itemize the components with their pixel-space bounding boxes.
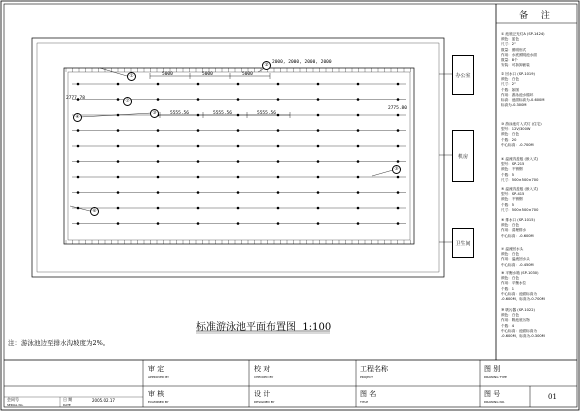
fixture-dot <box>397 83 400 86</box>
fixture-dot <box>157 207 160 210</box>
fixture-dot <box>157 222 160 225</box>
note-line: 中心标高：-0.450M <box>501 262 534 267</box>
fixture-dot <box>197 145 200 148</box>
note-line: 中心标高：-0.700M <box>501 142 534 147</box>
note-line: 数量：8个 <box>501 58 518 63</box>
fixture-dot <box>117 83 120 86</box>
note-line: 作用：清理排水 <box>501 228 527 233</box>
fixture-dot <box>357 176 360 179</box>
fixture-dot <box>77 176 80 179</box>
fixture-dot <box>197 191 200 194</box>
note-item-1 <box>501 32 545 68</box>
fixture-dot <box>77 222 80 225</box>
fixture-dot <box>157 160 160 163</box>
callout-1: ① <box>127 72 136 81</box>
fixture-dot <box>317 176 320 179</box>
note-line: -0.600M，标高为-0.700M <box>501 297 545 302</box>
fixture-dot <box>117 176 120 179</box>
note-line: 作用：溢流回水头 <box>501 257 530 262</box>
plan-note: 注：游泳池边至排水沟坡度为2%。 <box>8 339 110 347</box>
notes-title: 备 注 <box>519 11 555 21</box>
fixture-dot <box>237 176 240 179</box>
fixture-dot <box>77 160 80 163</box>
fixture-dot <box>397 207 400 210</box>
note-line: ③ 游泳池灯入式灯 (住宅) <box>501 122 542 126</box>
tb-audit-en: EXAMINED BY <box>148 400 169 404</box>
tb-category-en: DRAWING TYPE <box>484 375 507 379</box>
fixture-dot <box>77 145 80 148</box>
tb-number-en: DRAWING NO. <box>484 400 505 404</box>
fixture-dot <box>117 145 120 148</box>
fixture-dot <box>397 191 400 194</box>
fixture-dot <box>117 98 120 101</box>
room-office: 办公室 <box>452 55 474 95</box>
fixture-dot <box>117 207 120 210</box>
fixture-dot <box>357 114 360 117</box>
note-line: ⑤ 溢流沟盖板 (嵌入式) <box>501 187 539 191</box>
fixture-dot <box>277 98 280 101</box>
callout-5: ⑤ <box>392 165 401 174</box>
fixture-dot <box>237 207 240 210</box>
note-line: 作用：游泳池水循环 <box>501 92 534 97</box>
note-line: ⑧ 平衡水箱 (SP-1030) <box>501 271 539 275</box>
note-line: 颜色：不锈钢 <box>501 197 523 202</box>
dim-left: 2777.78 <box>66 96 85 101</box>
fixture-dot <box>357 98 360 101</box>
fixture-dot <box>317 129 320 132</box>
fixture-dot <box>357 222 360 225</box>
note-line: 标高：池面标高为-0.600M <box>501 98 545 103</box>
tb-design: 设 计 <box>254 390 271 398</box>
dim-mid-2: 5555.56 <box>213 111 232 116</box>
note-item-5 <box>501 187 538 213</box>
note-item-3 <box>501 122 542 148</box>
callout-6: ⑥ <box>90 207 99 216</box>
tb-check: 校 对 <box>254 365 271 373</box>
tb-project-en: PROJECT <box>360 375 373 379</box>
fixture-dot <box>277 222 280 225</box>
note-line: 中心标高：池面标高为 <box>501 328 537 333</box>
fixture-dot <box>157 83 160 86</box>
gutter-grates <box>66 68 411 244</box>
fixture-dot <box>277 207 280 210</box>
tb-date: 日 期 <box>63 397 73 402</box>
fixture-dot <box>317 160 320 163</box>
fixture-dot <box>117 129 120 132</box>
note-line: 中心标高：池面标高为 <box>501 291 537 296</box>
fixture-dot <box>317 222 320 225</box>
note-item-8 <box>501 271 545 302</box>
note-item-9 <box>501 308 545 339</box>
callout-2: ② <box>262 61 271 70</box>
building-outline <box>32 38 444 277</box>
fixture-dot <box>277 176 280 179</box>
tb-drawing-name-en: TITLE <box>360 400 369 404</box>
note-line: 安装：可拆卸嵌装 <box>501 63 530 68</box>
dim-mid-3: 5555.56 <box>257 111 276 116</box>
fixture-dot <box>237 98 240 101</box>
tb-member-en: SERIAL No. <box>7 403 24 407</box>
plan-title: 标准游泳池平面布置图 1:100 <box>196 322 332 333</box>
fixture-dot <box>397 114 400 117</box>
note-line: 颜色：白色 <box>501 252 519 257</box>
fixture-dot <box>157 191 160 194</box>
note-line: 尺寸：500×500×700 <box>501 177 539 182</box>
room-machine: 机房 <box>452 130 474 182</box>
note-line: 个数：如图 <box>501 87 519 92</box>
note-item-6 <box>501 218 535 239</box>
note-line: 标高为-0.300M <box>501 103 527 108</box>
note-line: 型号：SP-215 <box>501 162 525 167</box>
note-line: 尺寸：500×500×700 <box>501 207 539 212</box>
fixture-dot <box>237 129 240 132</box>
note-line: 颜色：蓝色 <box>501 37 519 42</box>
fixture-dot <box>157 98 160 101</box>
pool-outline <box>64 68 414 244</box>
note-line: 个数：1 <box>501 286 515 291</box>
note-item-7 <box>501 247 534 268</box>
note-item-4 <box>501 157 538 183</box>
note-line: 颜色：白色 <box>501 223 519 228</box>
tb-project: 工程名称 <box>360 365 388 373</box>
fixture-dot <box>317 114 320 117</box>
note-line: 尺寸：2" <box>501 82 516 87</box>
note-line: ⑥ 排水口 (SP-1015) <box>501 218 535 222</box>
tb-member: 会同号 <box>7 397 19 402</box>
dim-top-3: 5000 <box>242 72 253 77</box>
tb-check-en: CHECKED BY <box>254 375 274 379</box>
fixture-dot <box>357 83 360 86</box>
note-line: 个数：20 <box>501 137 517 142</box>
pool-lanes <box>72 83 406 225</box>
note-line: ② 回水口 (SP-1019) <box>501 72 535 76</box>
callout-3: ③ <box>150 109 159 118</box>
plan-scale: 1:100 <box>302 322 332 333</box>
tb-date-value: 2005.02.17 <box>92 398 115 403</box>
note-line: ⑨ 吸污器 (SP-1022) <box>501 308 535 312</box>
fixture-dot <box>277 160 280 163</box>
fixture-dot <box>357 207 360 210</box>
fixture-dot <box>117 191 120 194</box>
fixture-dot <box>277 191 280 194</box>
fixture-dot <box>237 160 240 163</box>
tb-audit: 审 核 <box>148 390 165 398</box>
fixture-dot <box>237 83 240 86</box>
fixture-dot <box>357 191 360 194</box>
note-line: 颜色：白色 <box>501 276 519 281</box>
note-line: 作用：吸池底污物 <box>501 318 530 323</box>
fixture-dot <box>77 191 80 194</box>
dim-top-1: 5000 <box>162 72 173 77</box>
fixture-dot <box>157 176 160 179</box>
tb-date-en: DATE <box>63 403 71 407</box>
fixture-dot <box>277 145 280 148</box>
fixture-dot <box>397 176 400 179</box>
fixture-dot <box>277 129 280 132</box>
note-line: 尺寸：2" <box>501 42 516 47</box>
fixture-dot <box>317 98 320 101</box>
note-line: 个数：5 <box>501 172 515 177</box>
fixture-dot <box>197 176 200 179</box>
fixture-dot <box>237 145 240 148</box>
fixture-dot <box>357 129 360 132</box>
note-line: 颜色：白色 <box>501 77 519 82</box>
note-line: 作用：平衡水位 <box>501 281 527 286</box>
room-toilet: 卫生间 <box>452 228 474 258</box>
fixture-dot <box>317 145 320 148</box>
note-line: 数量：照明形式 <box>501 47 527 52</box>
note-line: 中心标高：-0.600M <box>501 233 534 238</box>
fixture-dot <box>77 129 80 132</box>
dim-right: 2775.80 <box>388 106 407 111</box>
note-line: ④ 溢流沟盖板 (嵌入式) <box>501 157 539 161</box>
note-line: -0.600M，标高为-0.300M <box>501 334 545 339</box>
fixture-dot <box>397 160 400 163</box>
note-line: ① 池底泛光灯A (SP-1424) <box>501 32 545 36</box>
tb-review: 审 定 <box>148 365 165 373</box>
fixture-dot <box>357 145 360 148</box>
tb-drawing-name: 图 名 <box>360 390 377 398</box>
fixture-dot <box>317 191 320 194</box>
fixture-dot <box>197 98 200 101</box>
note-line: 颜色：不锈钢 <box>501 167 523 172</box>
dim-top-right: 2000, 2000, 2000, 2000 <box>272 60 332 65</box>
note-line: 个数：4 <box>501 323 515 328</box>
fixture-dot <box>117 222 120 225</box>
fixture-dot <box>157 145 160 148</box>
fixture-dot <box>197 222 200 225</box>
tb-number-value: 01 <box>548 393 557 401</box>
fixture-dot <box>237 222 240 225</box>
dim-top-2: 5000 <box>202 72 213 77</box>
note-line: 型号：SP-415 <box>501 192 525 197</box>
fixture-dot <box>197 83 200 86</box>
tb-review-en: APPROVED BY <box>148 375 170 379</box>
note-item-2 <box>501 72 544 108</box>
dim-mid-1: 5555.56 <box>170 111 189 116</box>
note-line: 作用：水底照明池水面 <box>501 52 537 57</box>
note-line: 颜色：白色 <box>501 313 519 318</box>
fixture-dot <box>397 222 400 225</box>
fixture-dot <box>397 145 400 148</box>
note-line: 颜色：白色 <box>501 132 519 137</box>
note-line: ⑦ 溢流回水头 <box>501 247 524 251</box>
fixture-dot <box>397 129 400 132</box>
callout-7: ⑦ <box>123 97 132 106</box>
fixture-dot <box>197 129 200 132</box>
note-line: 型号：12V/300W <box>501 127 531 132</box>
fixture-dot <box>197 160 200 163</box>
fixture-dot <box>117 160 120 163</box>
fixture-dot <box>157 129 160 132</box>
fixture-dot <box>317 83 320 86</box>
fixture-dot <box>397 98 400 101</box>
tb-design-en: DESIGNED BY <box>254 400 275 404</box>
fixture-dot <box>357 160 360 163</box>
fixture-dot <box>277 83 280 86</box>
note-line: 个数：5 <box>501 202 515 207</box>
fixture-dot <box>317 207 320 210</box>
fixture-dot <box>77 83 80 86</box>
fixture-dot <box>197 207 200 210</box>
tb-number: 图 号 <box>484 390 501 398</box>
fixture-dot <box>237 191 240 194</box>
callout-4: ④ <box>73 113 82 122</box>
notes-panel <box>496 2 578 357</box>
tb-category: 图 别 <box>484 365 501 373</box>
